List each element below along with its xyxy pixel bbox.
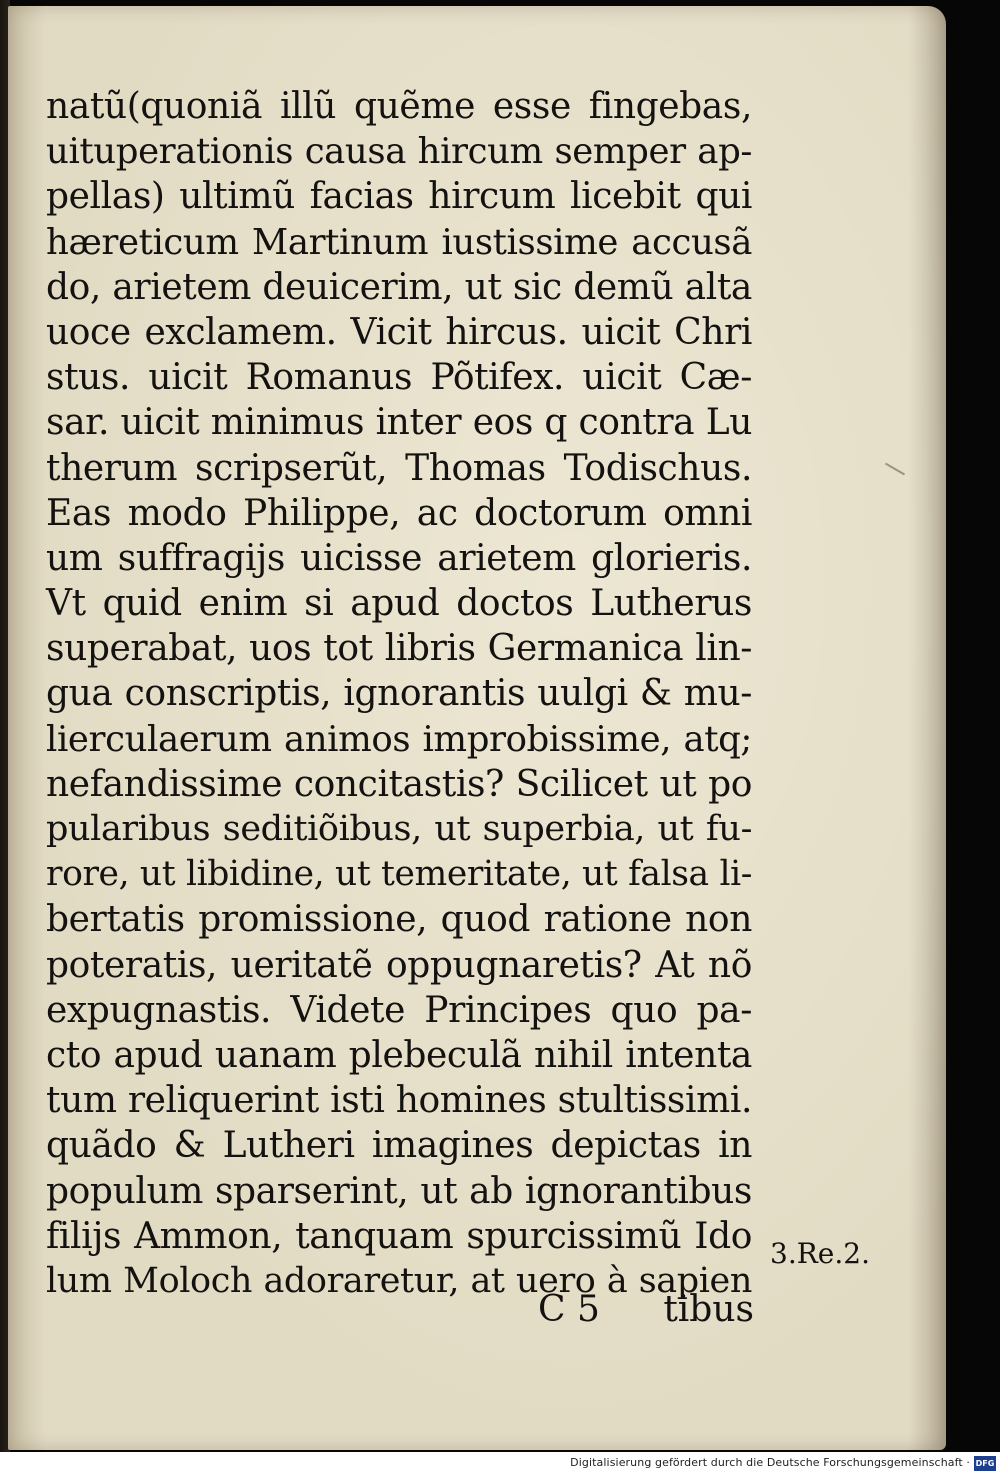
text-line: expugnastis. Videte Principes quo pa- <box>46 989 752 1031</box>
text-line: stus. uicit Romanus Põtifex. uicit Cæ- <box>46 357 752 399</box>
text-line: lum Moloch adoraretur, at uero à sapien <box>46 1260 752 1301</box>
footer-bar <box>0 1452 1000 1478</box>
text-line: cto apud uanam plebeculã nihil intenta <box>46 1034 752 1076</box>
text-line: lierculaerum animos improbissime, atq; <box>46 718 752 760</box>
text-line: gua conscriptis, ignorantis uulgi & mu- <box>46 673 752 715</box>
catchword: tibus <box>663 1289 754 1330</box>
text-line: sar. uicit minimus inter eos q contra Lu <box>46 402 752 444</box>
text-line: quãdo & Lutheri imagines depictas in <box>46 1125 752 1167</box>
text-line: pularibus seditiõibus, ut superbia, ut fu- <box>46 809 752 849</box>
text-line: superabat, uos tot libris Germanica lin- <box>46 628 752 670</box>
text-line: um suffragijs uicisse arietem glorieris. <box>46 537 752 579</box>
text-line: natũ(quoniã illũ quẽme esse fingebas, <box>46 86 752 127</box>
text-line: bertatis promissione, quod ratione non <box>46 899 752 941</box>
text-line: populum sparserint, ut ab ignorantibus <box>46 1170 752 1212</box>
text-line: uoce exclamem. Vicit hircus. uicit Chri <box>46 311 752 353</box>
text-line: tum reliquerint isti homines stultissimi. <box>46 1080 752 1122</box>
book-page <box>8 6 946 1450</box>
text-line: therum scripserũt, Thomas Todischus. <box>46 447 752 489</box>
text-line: poteratis, ueritatẽ oppugnaretis? At nõ <box>46 944 752 986</box>
dfg-logo: DFG <box>974 1456 996 1471</box>
text-line: uituperationis causa hircum semper ap- <box>46 131 752 173</box>
text-line: do, arietem deuicerim, ut sic demũ alta <box>46 266 752 308</box>
text-line: Eas modo Philippe, ac doctorum omni <box>46 492 752 534</box>
marginal-note: 3.Re.2. <box>770 1237 870 1270</box>
text-line: filijs Ammon, tanquam spurcissimũ Ido <box>46 1215 752 1257</box>
text-line: hæreticum Martinum iustissime accusã <box>46 221 752 263</box>
text-line: rore, ut libidine, ut temeritate, ut falsa li- <box>46 854 752 895</box>
margin-mark <box>885 463 905 476</box>
text-line: nefandissime concitastis? Scilicet ut po <box>46 763 752 805</box>
text-line: pellas) ultimũ facias hircum licebit qui <box>46 176 752 218</box>
text-line: Vt quid enim si apud doctos Lutherus <box>46 583 752 625</box>
text-block <box>46 84 752 1304</box>
signature-mark: C 5 <box>538 1289 600 1330</box>
funding-credit: Digitalisierung gefördert durch die Deutsche Forschungsgemeinschaft · <box>570 1456 970 1469</box>
page-footer-line <box>528 1288 754 1332</box>
